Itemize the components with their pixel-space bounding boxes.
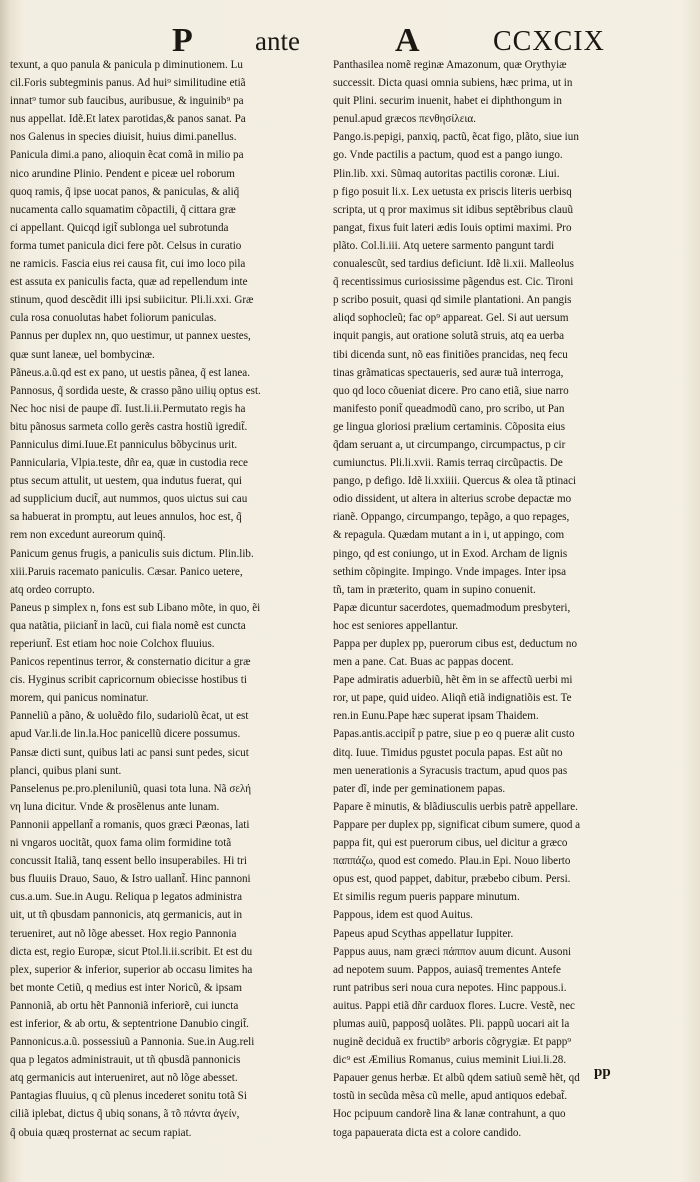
text-line: ne ramicis. Fascia eius rei causa fit, cui imo loco pila [10, 258, 246, 271]
text-line: men uenerationis a Syracusis tractum, apud quos pas [333, 764, 568, 777]
text-line: successit. Dicta quasi omnia subiens, hæc prima, ut in [333, 77, 573, 90]
folio-number: CCXCIX [493, 26, 605, 57]
text-line: planci, quibus plani sunt. [10, 764, 122, 777]
text-line: tinas grãmaticas spectaueris, sed auræ tuã interroga, [333, 366, 564, 379]
text-line: cus.a.um. Sue.in Augu. Reliqua p legatos administra [10, 891, 243, 904]
text-line: ciliã iplebat, dictus q̃ ubiq sonans, ã τõ πάντα ἀγείν, [10, 1108, 240, 1121]
text-line: Pango.is.pepigi, panxiq, pactũ, ẽcat figo, plãto, siue iun [333, 131, 579, 144]
right-column [333, 56, 679, 1142]
text-line: cil.Foris subtegminis panus. Ad hui⁹ similitudine etiã [10, 77, 246, 90]
text-line: aliqd sophocleũ; fac op⁹ appareat. Gel. Si aut uersum [333, 312, 569, 325]
text-line: bus fluuiis Drauo, Sauo, & Istro uallant̃. Hinc pannoni [10, 873, 251, 886]
text-line: atq ordeo corrupto. [10, 583, 95, 596]
text-line: Papeus apud Scythas appellatur Iuppiter. [333, 927, 514, 940]
text-line: toga papauerata dicta est a colore candido. [333, 1126, 522, 1139]
text-line: innat⁹ tumor sub faucibus, auribusue, & inguinib⁹ pa [10, 95, 244, 108]
text-line: Pappous, idem est quod Auitus. [333, 909, 473, 922]
catchword: pp [594, 1064, 611, 1080]
text-line: qua p legatos administrauit, ut tñ qbusdã pannonicis [10, 1054, 241, 1067]
text-line: Paneus p simplex n, fons est sub Libano mõte, in quo, ẽi [10, 601, 261, 614]
text-line: Hoc pcipuum candorẽ lina & lanæ contrahunt, a quo [333, 1108, 566, 1121]
text-line: quo qd loco cõueniat dicere. Pro cano etiã, siue narro [333, 384, 569, 397]
text-line: uit, ut tñ qbusdam pannonicis, atq germanicis, aut in [10, 909, 243, 922]
text-line: dicta est, regio Europæ, sicut Ptol.li.ii.scribit. Et est du [10, 945, 253, 958]
text-line: pater dĩ, inde per geminationem papas. [333, 782, 506, 795]
text-line: & repagula. Quædam mutant a in i, ut appingo, com [333, 529, 565, 542]
text-line: apud Var.li.de lin.la.Hoc panicellũ dicere possumus. [10, 728, 241, 741]
text-line: auitus. Pappi etiã dñr carduox flores. Lucre. Vestẽ, nec [333, 999, 575, 1012]
text-line: Nec hoc nisi de paupe dĩ. Iust.li.ii.Permutato regis ha [10, 402, 246, 415]
text-line: rianẽ. Oppango, circumpango, tepãgo, a quo repages, [333, 511, 570, 524]
text-line: nucamenta callo squamatim cõpactili, q̃ cittara græ [10, 203, 236, 216]
text-line: Pantagias fluuius, q cũ plenus incederet sonitu totã Si [10, 1090, 247, 1103]
text-line: xiii.Paruis racemato paniculis. Cæsar. Panico uetere, [10, 565, 243, 578]
text-line: Panniculus dimi.Iuue.Et panniculus bõbycinus urit. [10, 438, 238, 451]
text-line: p figo posuit li.x. Lex uetusta ex priscis literis uerbisq [333, 185, 572, 198]
text-line: quit Plini. securim inuenit, habet ei diphthongum in [333, 95, 562, 108]
text-line: Pãneus.a.ũ.qd est ex pano, ut uestis pãnea, q̃ est lanea. [10, 366, 250, 379]
text-line: Et similis regum pueris pappare minutum. [333, 891, 520, 904]
text-line: Papas.antis.accipit̃ p patre, siue p eo q pueræ alit custo [333, 728, 575, 741]
text-line: sethim cõpingite. Impingo. Vnde impages. Inter ipsa [333, 565, 567, 578]
left-column [10, 56, 321, 1142]
text-line: νη luna dicitur. Vnde & prosẽlenus ante lunam. [10, 800, 220, 813]
text-line: tostũ in secũda mẽsa cũ melle, apud antiquos edebat̃. [333, 1090, 568, 1103]
text-line: Panthasilea nomẽ reginæ Amazonum, quæ Orythyiæ [333, 59, 567, 71]
text-line: go. Vnde pactilis a pactum, quod est a pango iungo. [333, 149, 563, 162]
text-line: nus appellat. Idẽ.Et latex parotidas,& panos sanat. Pa [10, 113, 246, 126]
text-line: sa habuerat in promptu, aut leues annulos, hoc est, q̃ [10, 511, 242, 524]
text-line: ad nepotem suum. Pappos, auiasq̃ trementes Antefe [333, 963, 561, 976]
text-line: bet monte Cetiũ, q medius est inter Noricũ, & ipsam [10, 981, 243, 994]
text-line: Pape admiratis aduerbiũ, hẽt ẽm in se affectũ uerbi mi [333, 674, 573, 687]
text-line: cumiunctus. Pli.li.xvii. Ramis terraq circũpactis. De [333, 457, 563, 470]
text-line: Pannus per duplex nn, quo uestimur, ut pannex uestes, [10, 330, 251, 343]
text-line: nuginẽ deciduã ex fructib⁹ arboris cõgrygiæ. Et papp⁹ [333, 1036, 572, 1049]
text-line: p scribo posuit, quasi qd simile plantationi. An pangis [333, 294, 572, 307]
text-line: terueniret, aut nõ lõge abesset. Hox regio Pannonia [10, 927, 237, 940]
text-line: q̃ obuia quæq prosternat ac secum rapiat. [10, 1126, 192, 1139]
text-line: est inferior, & ab ortu, & septentrione Danubio cingit̃. [10, 1017, 249, 1030]
text-line: q̃dam seruant a, ut circumpango, circumpactus, p cir [333, 438, 566, 451]
text-line: Panneliũ a pãno, & uoluẽdo filo, sudariolũ ẽcat, ut est [10, 710, 249, 723]
text-line: ad supplicium ducit̃, aut nummos, quos uictus sui cau [10, 493, 248, 506]
text-line: atq germanicis aut interueniret, aut nõ lõge abesset. [10, 1072, 238, 1085]
text-line: pingo, qd est coniungo, ut in Exod. Archam de lignis [333, 547, 568, 560]
text-line: scripta, ut q pror maximus sit idibus septẽbribus clauũ [333, 203, 574, 216]
text-line: tibi dicenda sunt, nõ eas finitiões prancidas, neq fecu [333, 348, 568, 361]
header-letter-left: P [172, 22, 193, 59]
text-line: nico arundine Plinio. Pendent e piceæ uel roborum [10, 167, 235, 180]
text-line: Panicum genus frugis, a paniculis suis dictum. Plin.lib. [10, 547, 254, 560]
text-line: plex, superior & inferior, superior ab occasu limites ha [10, 963, 253, 976]
text-line: cis. Hyginus scribit capricornum obiecisse hostibus ti [10, 674, 247, 687]
text-line: παππάζω, quod est comedo. Plau.in Epi. Nouo liberto [333, 855, 571, 868]
text-line: ror, ut pape, quid uideo. Aliqñ etiã indignatiõis est. Te [333, 692, 572, 705]
text-line: Pansæ dicti sunt, quibus lati ac pansi sunt pedes, sicut [10, 746, 249, 759]
text-line: Pappa per duplex pp, puerorum cibus est, deductum no [333, 638, 578, 650]
text-line: penul.apud græcos πενθησίλεια. [333, 113, 476, 126]
text-line: Pannosus, q̃ sordida ueste, & crasso pãno uilių optus est. [10, 384, 261, 397]
text-line: morem, qui panicus nominatur. [10, 692, 149, 705]
text-line: odio dissident, ut altera in alterius scrobe depactæ mo [333, 493, 572, 506]
text-line: stinum, quod descẽdit illi ipsi subiicitur. Pli.li.xxi. Græ [10, 294, 254, 307]
text-line: tñ, tam in præterito, quam in supino conuenit. [333, 583, 536, 596]
text-line: hoc est seniores appellantur. [333, 619, 459, 632]
text-line: opus est, quod pappet, dabitur, præbebo cibum. Persi. [333, 873, 571, 886]
text-line: Pannoniã, ab ortu hẽt Pannoniã inferiorẽ, cui iuncta [10, 999, 239, 1012]
text-line: conualescũt, sed tardius deficiunt. Idẽ li.xii. Malleolus [333, 258, 574, 271]
text-line: Pannonicus.a.ũ. possessiuũ a Pannonia. Sue.in Aug.reli [10, 1036, 255, 1049]
text-line: forma tumet panicula dici fere põt. Celsus in curatio [10, 239, 242, 252]
text-line: est assuta ex paniculis facta, quæ ad repellendum inte [10, 276, 248, 289]
text-line: men a pane. Cat. Buas ac pappas docent. [333, 656, 514, 669]
text-line: pappa fit, qui est puerorum cibus, uel dicitur a græco [333, 837, 568, 850]
text-line: texunt, a quo panula & panicula p diminutionem. Lu [10, 59, 243, 71]
text-line: Pannicularia, Vlpia.teste, dñr ea, quæ in custodia rece [10, 457, 248, 470]
text-line: Papæ dicuntur sacerdotes, quemadmodum presbyteri, [333, 601, 571, 614]
text-line: cula rosa conuolutas habet foliorum paniculas. [10, 312, 217, 325]
text-line: Panicos repentinus terror, & consternatio dicitur a græ [10, 656, 251, 669]
text-line: Panselenus pe.pro.pleniluniũ, quasi tota luna. Nã σελή [10, 782, 252, 795]
header-letter-right: A [395, 22, 420, 59]
text-line: ren.in Eunu.Pape hæc superat ipsam Thaidem. [333, 710, 539, 723]
text-line: bitu pãnosus sarmeta collo gerẽs castra hostiũ igredit̃. [10, 420, 248, 433]
text-line: ni vngaros uocitãt, quox fama olim formidine totã [10, 837, 232, 850]
text-line: ci appellant. Quicqd igit̃ sublonga uel subrotunda [10, 221, 229, 234]
running-header [0, 20, 700, 60]
text-line: dic⁹ est Æmilius Romanus, cuius meminit Liui.li.28. [333, 1054, 567, 1067]
text-line: inquit pangis, aut oratione solutã struis, atq ea uerba [333, 330, 565, 343]
text-line: q̃ recentissimus curiosissime pãgendus est. Cic. Tironi [333, 276, 574, 289]
text-line: rem non excedunt aureorum quinq̃. [10, 529, 166, 542]
header-word: ante [255, 26, 300, 56]
text-line: Pappus auus, nam græci πάππον auum dicunt. Ausoni [333, 945, 572, 958]
text-line: Plin.lib. xxi. Sũmaq autoritas pactilis coronæ. Liui. [333, 167, 560, 180]
text-line: qua natãtia, piiciant̃ in lacũ, cui fiala nomẽ est cuncta [10, 619, 246, 632]
text-line: reperiunt̃. Est etiam hoc noie Colchox fluuius. [10, 638, 215, 650]
text-line: runt patribus seri noua cura nepotes. Hinc pappous.i. [333, 981, 567, 994]
text-line: quoq ramis, q̃ ipse uocat panos, & paniculas, & aliq̃ [10, 185, 240, 198]
text-line: Panicula dimi.a pano, alioquin ẽcat comã in milio pa [10, 149, 244, 162]
text-line: pangat, fixus fuit lateri ædis Iouis optimi maximi. Pro [333, 221, 572, 234]
text-line: ditq. Iuue. Timidus pgustet pocula papas. Est aũt no [333, 746, 563, 759]
text-line: plãto. Col.li.iii. Atq uetere sarmento pangunt tardi [333, 239, 555, 252]
text-line: plumas auiũ, papposq̃ uolãtes. Pli. pappũ uocari ait la [333, 1017, 570, 1030]
text-line: Papare ẽ minutis, & blãdiusculis uerbis patrẽ appellare. [333, 800, 578, 813]
text-line: manifesto ponit̃ queadmodũ cano, pro scribo, ut Pan [333, 402, 565, 415]
text-line: ptus secum attulit, ut uestem, qua indutus fuerat, qui [10, 475, 243, 488]
text-line: quæ sunt laneæ, uel bombycinæ. [10, 348, 155, 361]
text-line: concussit Italiã, tanq essent bello insuperabiles. Hi tri [10, 855, 247, 868]
text-line: Pannonii appellant̃ a romanis, quos græci Pæonas, lati [10, 818, 250, 831]
text-line: pango, p defigo. Idẽ li.xxiiii. Quercus & olea tã ptinaci [333, 475, 577, 488]
text-line: ge lingua gloriosi prælium certaminis. Cõposita eius [333, 420, 566, 433]
text-line: Papauer genus herbæ. Et albũ qdem satiuũ semẽ hẽt, qd [333, 1072, 580, 1085]
text-line: nos Galenus in species diuisit, huius dimi.panellus. [10, 131, 237, 144]
text-line: Pappare per duplex pp, significat cibum sumere, quod a [333, 818, 581, 831]
